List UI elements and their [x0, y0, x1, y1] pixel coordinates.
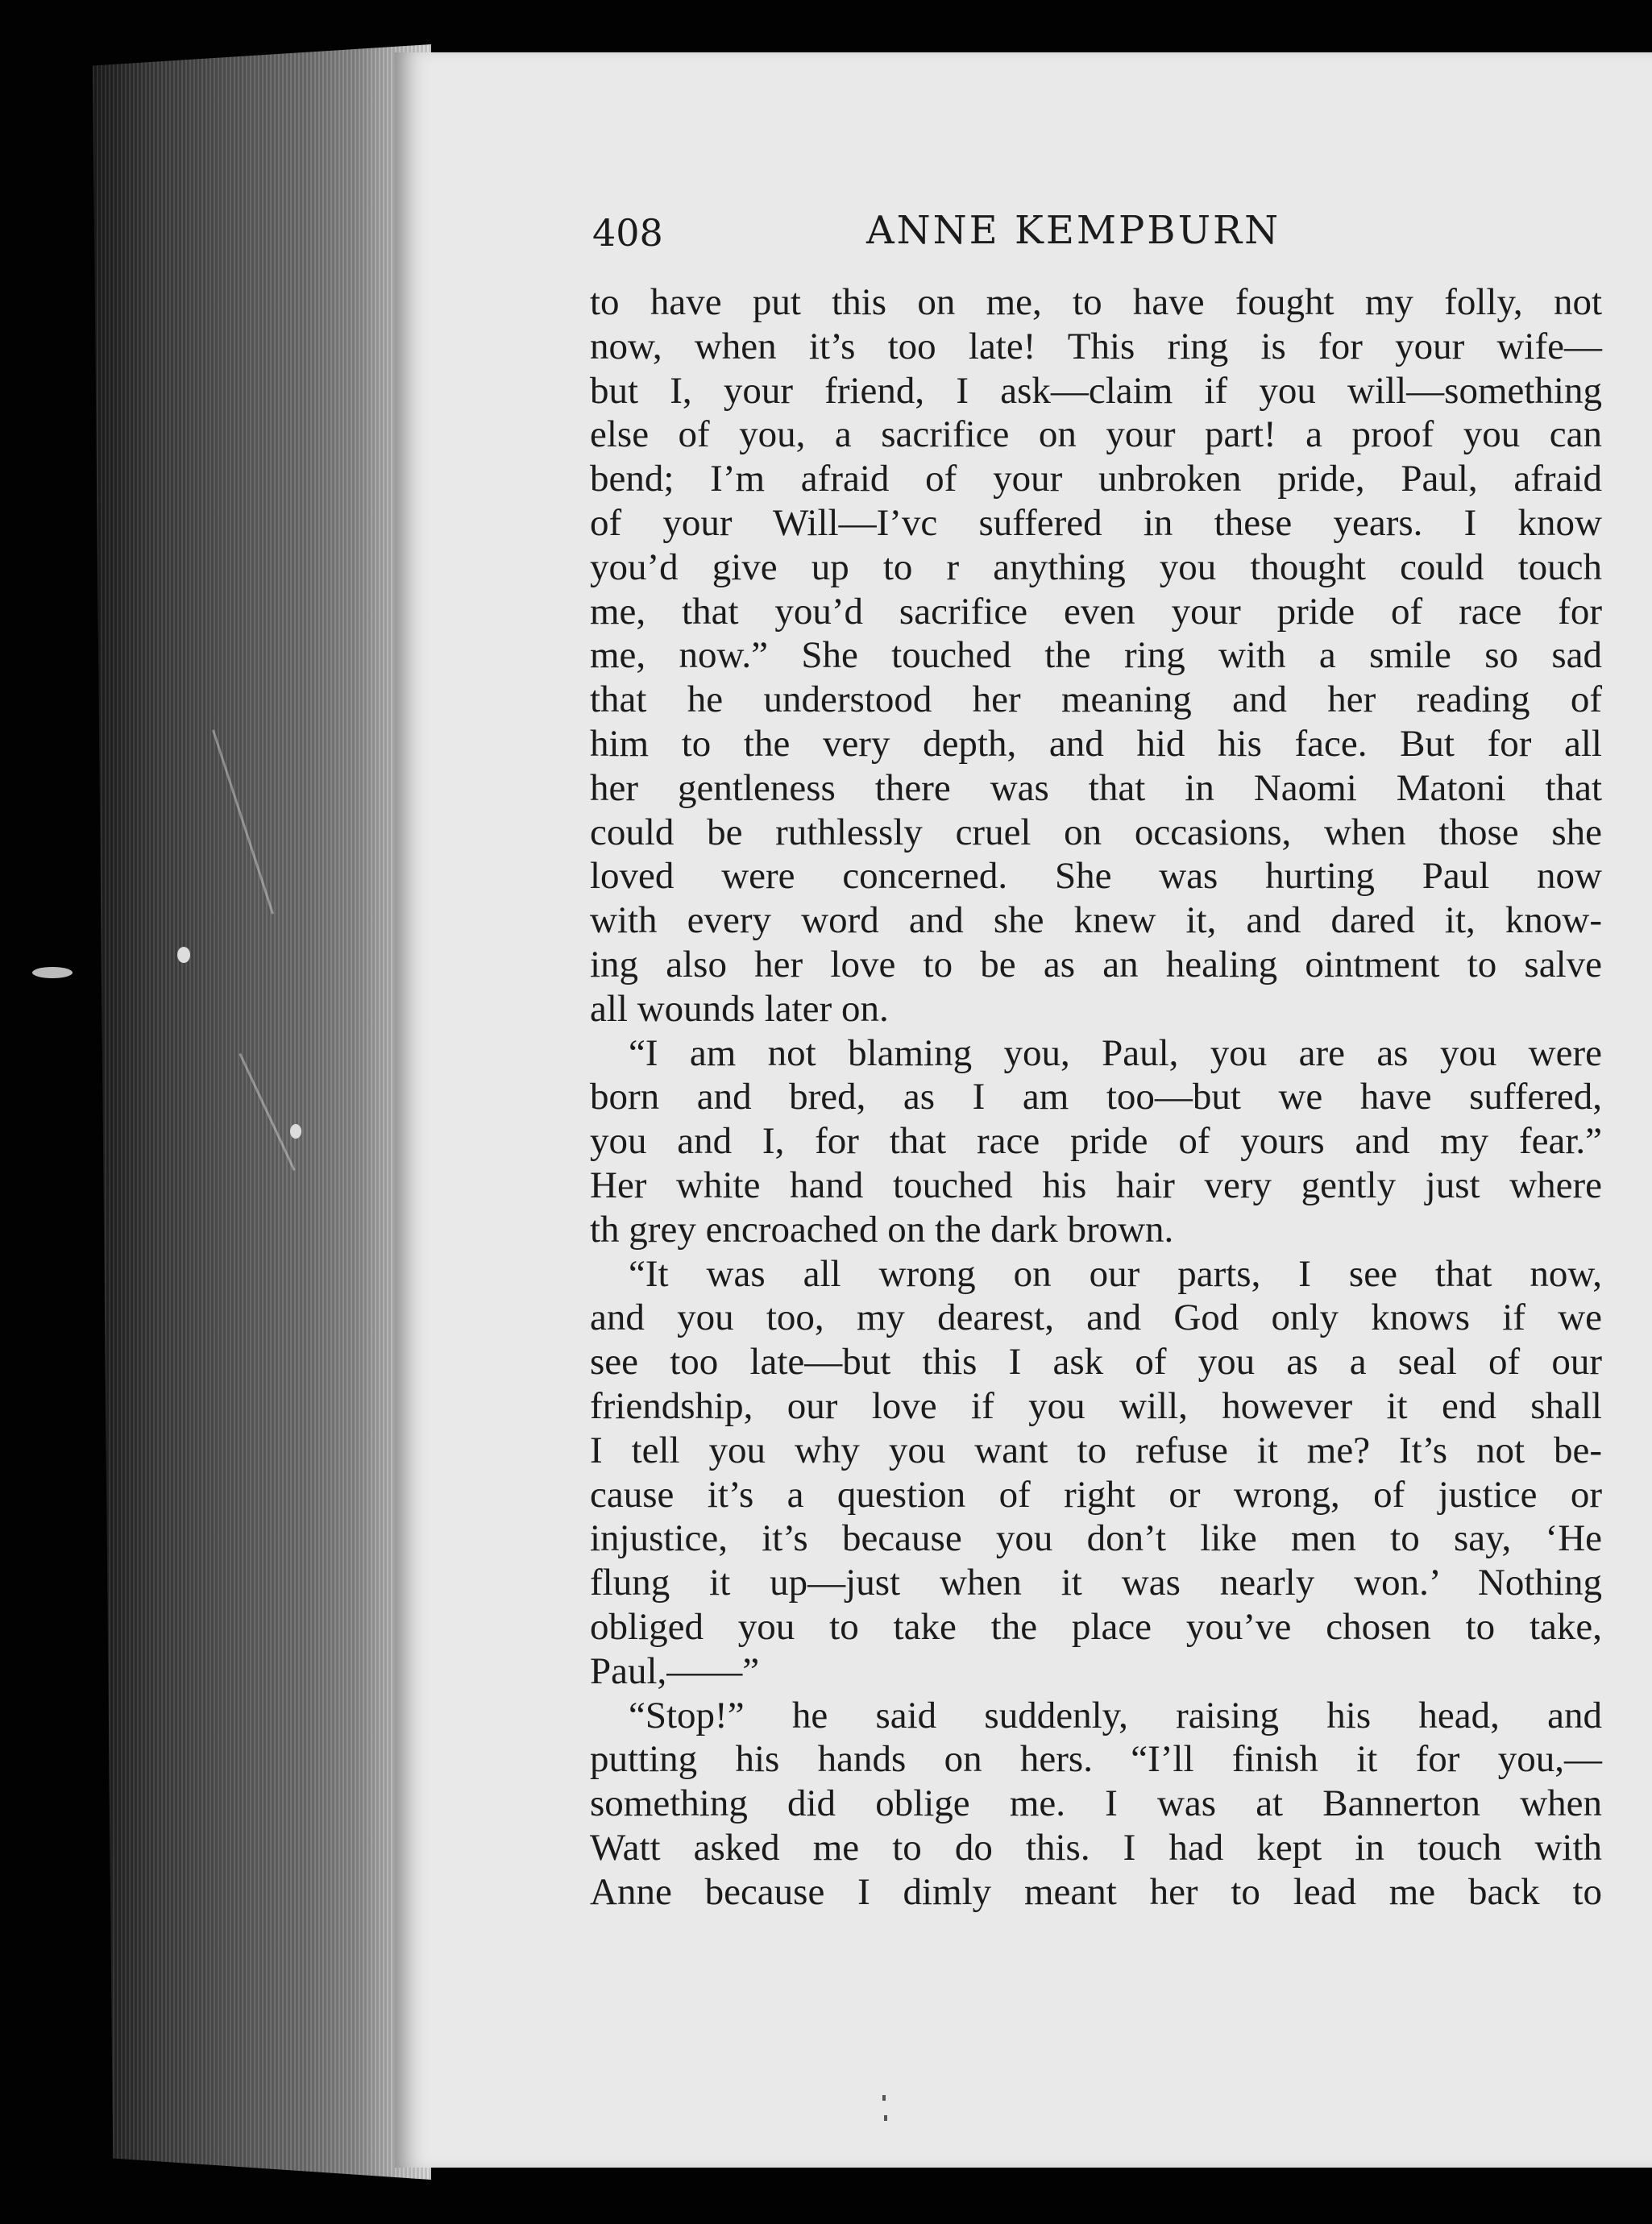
- text-line: something did oblige me. I was at Bannerton when: [590, 1782, 1602, 1825]
- page-header: [592, 208, 1600, 264]
- text-line: you and I, for that race pride of yours and my fear.”: [590, 1120, 1602, 1163]
- text-line: me, that you’d sacrifice even your pride of race for: [590, 590, 1602, 633]
- running-title: ANNE KEMPBURN: [866, 208, 1281, 253]
- text-line: “Stop!” he said suddenly, raising his head, and: [629, 1694, 1602, 1736]
- text-line: but I, your friend, I ask—claim if you will—something: [590, 369, 1602, 412]
- text-line: him to the very depth, and hid his face. But for all: [590, 722, 1602, 765]
- text-line: putting his hands on hers. “I’ll finish it for you,—: [590, 1738, 1602, 1781]
- ink-speck: [884, 2115, 887, 2121]
- text-line: “It was all wrong on our parts, I see that now,: [629, 1252, 1602, 1295]
- ink-speck: [882, 2095, 886, 2101]
- dust-speck: [32, 967, 73, 978]
- text-line: loved were concerned. She was hurting Paul now: [590, 855, 1602, 898]
- text-line: see too late—but this I ask of you as a seal of our: [590, 1341, 1602, 1384]
- text-line: ing also her love to be as an healing ointment to salve: [590, 943, 1602, 985]
- text-line: all wounds later on.: [590, 987, 889, 1030]
- text-line: injustice, it’s because you don’t like men to say, ‘He: [590, 1517, 1602, 1560]
- dust-speck: [177, 947, 190, 963]
- text-line: bend; I’m afraid of your unbroken pride, Paul, afraid: [590, 458, 1602, 500]
- text-line: to have put this on me, to have fought my folly, not: [590, 281, 1602, 323]
- text-line: flung it up—just when it was nearly won.’ Nothing: [590, 1562, 1602, 1604]
- text-line: of your Will—I’vc suffered in these years. I know: [590, 501, 1602, 544]
- text-line: with every word and she knew it, and dared it, know-: [590, 899, 1602, 942]
- text-line: Paul,——”: [590, 1649, 760, 1692]
- text-line: Anne because I dimly meant her to lead me back to: [590, 1870, 1602, 1913]
- text-line: Watt asked me to do this. I had kept in touch with: [590, 1826, 1602, 1869]
- text-line: I tell you why you want to refuse it me? It’s not be-: [590, 1429, 1602, 1471]
- text-line: that he understood her meaning and her reading of: [590, 678, 1602, 721]
- page-block-edge: [93, 44, 431, 2180]
- text-line: her gentleness there was that in Naomi Matoni that: [590, 766, 1602, 809]
- text-line: th grey encroached on the dark brown.: [590, 1208, 1174, 1251]
- text-line: could be ruthlessly cruel on occasions, when those she: [590, 811, 1602, 853]
- text-line: “I am not blaming you, Paul, you are as you were: [629, 1031, 1602, 1074]
- text-line: born and bred, as I am too—but we have suffered,: [590, 1076, 1602, 1118]
- dust-speck: [290, 1124, 301, 1139]
- text-line: friendship, our love if you will, however it end shall: [590, 1384, 1602, 1427]
- text-line: and you too, my dearest, and God only knows if we: [590, 1297, 1602, 1339]
- text-line: you’d give up to r anything you thought could touch: [590, 546, 1602, 588]
- text-line: me, now.” She touched the ring with a smile so sad: [590, 634, 1602, 677]
- text-line: Her white hand touched his hair very gently just where: [590, 1164, 1602, 1206]
- text-line: obliged you to take the place you’ve chosen to take,: [590, 1605, 1602, 1648]
- text-line: cause it’s a question of right or wrong, of justice or: [590, 1473, 1602, 1516]
- body-text: [590, 280, 1602, 1914]
- text-line: now, when it’s too late! This ring is for your wife—: [590, 325, 1602, 367]
- text-line: else of you, a sacrifice on your part! a proof you can: [590, 413, 1602, 456]
- page-number: 408: [592, 211, 663, 255]
